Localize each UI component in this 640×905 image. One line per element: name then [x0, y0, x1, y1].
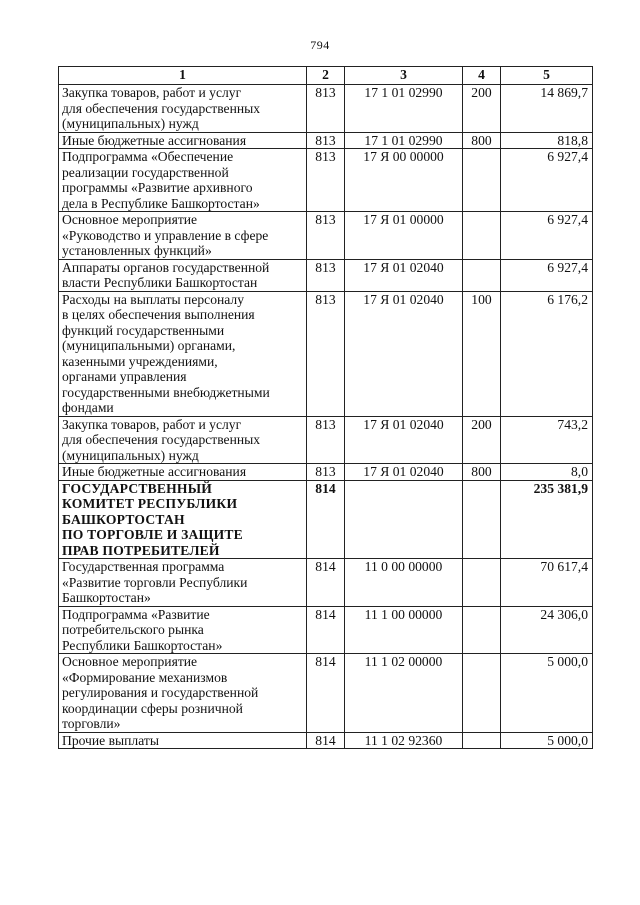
row-name-cell: ГОСУДАРСТВЕННЫЙ КОМИТЕТ РЕСПУБЛИКИ БАШКОРТОСТАН ПО ТОРГОВЛЕ И ЗАЩИТЕ ПРАВ ПОТРЕБИТЕЛЕЙ: [59, 480, 307, 559]
row-amount-cell: 6 927,4: [501, 149, 593, 212]
row-amount-cell: 8,0: [501, 464, 593, 481]
row-target-article-cell: 11 1 02 00000: [345, 654, 463, 733]
row-target-article-cell: [345, 480, 463, 559]
row-expense-type-cell: [463, 259, 501, 291]
row-expense-type-cell: 200: [463, 416, 501, 464]
row-target-article-cell: 17 Я 01 02040: [345, 416, 463, 464]
row-ved-code-cell: 814: [307, 732, 345, 749]
table-row: [59, 654, 593, 733]
row-expense-type-cell: 800: [463, 132, 501, 149]
row-target-article-cell: 11 1 02 92360: [345, 732, 463, 749]
table-row: [59, 259, 593, 291]
row-target-article-cell: 17 Я 00 00000: [345, 149, 463, 212]
row-amount-cell: 818,8: [501, 132, 593, 149]
row-name-cell: Подпрограмма «Развитие потребительского рынка Республики Башкортостан»: [59, 606, 307, 654]
table-row: [59, 559, 593, 607]
column-header-3: 3: [345, 67, 463, 85]
column-header-5: 5: [501, 67, 593, 85]
row-expense-type-cell: [463, 606, 501, 654]
row-amount-cell: 6 927,4: [501, 212, 593, 260]
row-target-article-cell: 17 Я 01 02040: [345, 259, 463, 291]
table-row: [59, 606, 593, 654]
row-name-cell: Основное мероприятие «Руководство и управление в сфере установленных функций»: [59, 212, 307, 260]
column-header-2: 2: [307, 67, 345, 85]
row-target-article-cell: 17 Я 01 00000: [345, 212, 463, 260]
row-name-cell: Аппараты органов государственной власти Республики Башкортостан: [59, 259, 307, 291]
row-amount-cell: 24 306,0: [501, 606, 593, 654]
row-ved-code-cell: 813: [307, 291, 345, 416]
row-name-cell: Прочие выплаты: [59, 732, 307, 749]
row-amount-cell: 70 617,4: [501, 559, 593, 607]
row-name-cell: Закупка товаров, работ и услуг для обеспечения государственных (муниципальных) нужд: [59, 85, 307, 133]
row-target-article-cell: 11 1 00 00000: [345, 606, 463, 654]
table-row: [59, 212, 593, 260]
row-expense-type-cell: [463, 654, 501, 733]
row-expense-type-cell: [463, 149, 501, 212]
row-name-cell: Подпрограмма «Обеспечение реализации государственной программы «Развитие архивного дела в Республике Башкортостан»: [59, 149, 307, 212]
row-ved-code-cell: 813: [307, 212, 345, 260]
row-name-cell: Государственная программа «Развитие торговли Республики Башкортостан»: [59, 559, 307, 607]
row-target-article-cell: 11 0 00 00000: [345, 559, 463, 607]
row-ved-code-cell: 813: [307, 149, 345, 212]
table-row: [59, 132, 593, 149]
row-ved-code-cell: 814: [307, 480, 345, 559]
table-row: [59, 85, 593, 133]
row-name-cell: Закупка товаров, работ и услуг для обеспечения государственных (муниципальных) нужд: [59, 416, 307, 464]
row-target-article-cell: 17 1 01 02990: [345, 85, 463, 133]
row-ved-code-cell: 814: [307, 606, 345, 654]
row-expense-type-cell: [463, 480, 501, 559]
row-ved-code-cell: 813: [307, 85, 345, 133]
row-target-article-cell: 17 Я 01 02040: [345, 464, 463, 481]
row-amount-cell: 6 927,4: [501, 259, 593, 291]
row-target-article-cell: 17 Я 01 02040: [345, 291, 463, 416]
table-row: [59, 149, 593, 212]
table-header-row: [59, 67, 593, 85]
row-expense-type-cell: [463, 212, 501, 260]
row-name-cell: Основное мероприятие «Формирование механизмов регулирования и государственной координации сферы розничной торговли»: [59, 654, 307, 733]
row-ved-code-cell: 813: [307, 259, 345, 291]
table-row: [59, 732, 593, 749]
row-amount-cell: 6 176,2: [501, 291, 593, 416]
row-amount-cell: 235 381,9: [501, 480, 593, 559]
row-target-article-cell: 17 1 01 02990: [345, 132, 463, 149]
row-amount-cell: 5 000,0: [501, 732, 593, 749]
table-body: [59, 85, 593, 749]
row-amount-cell: 5 000,0: [501, 654, 593, 733]
row-expense-type-cell: [463, 559, 501, 607]
row-expense-type-cell: 800: [463, 464, 501, 481]
row-ved-code-cell: 814: [307, 654, 345, 733]
table-row: [59, 416, 593, 464]
row-name-cell: Иные бюджетные ассигнования: [59, 464, 307, 481]
row-expense-type-cell: 100: [463, 291, 501, 416]
table-row: [59, 291, 593, 416]
row-amount-cell: 14 869,7: [501, 85, 593, 133]
row-ved-code-cell: 813: [307, 416, 345, 464]
row-expense-type-cell: 200: [463, 85, 501, 133]
row-amount-cell: 743,2: [501, 416, 593, 464]
row-expense-type-cell: [463, 732, 501, 749]
row-name-cell: Расходы на выплаты персоналу в целях обеспечения выполнения функций государственными (муниципальными) органами, казенными учреждениями, органами управления государственными внебюджетными фондами: [59, 291, 307, 416]
row-name-cell: Иные бюджетные ассигнования: [59, 132, 307, 149]
row-ved-code-cell: 813: [307, 464, 345, 481]
column-header-4: 4: [463, 67, 501, 85]
table-row: [59, 464, 593, 481]
budget-table: [58, 66, 593, 749]
row-ved-code-cell: 814: [307, 559, 345, 607]
page-number: 794: [310, 38, 330, 52]
column-header-1: 1: [59, 67, 307, 85]
row-ved-code-cell: 813: [307, 132, 345, 149]
table-row: [59, 480, 593, 559]
